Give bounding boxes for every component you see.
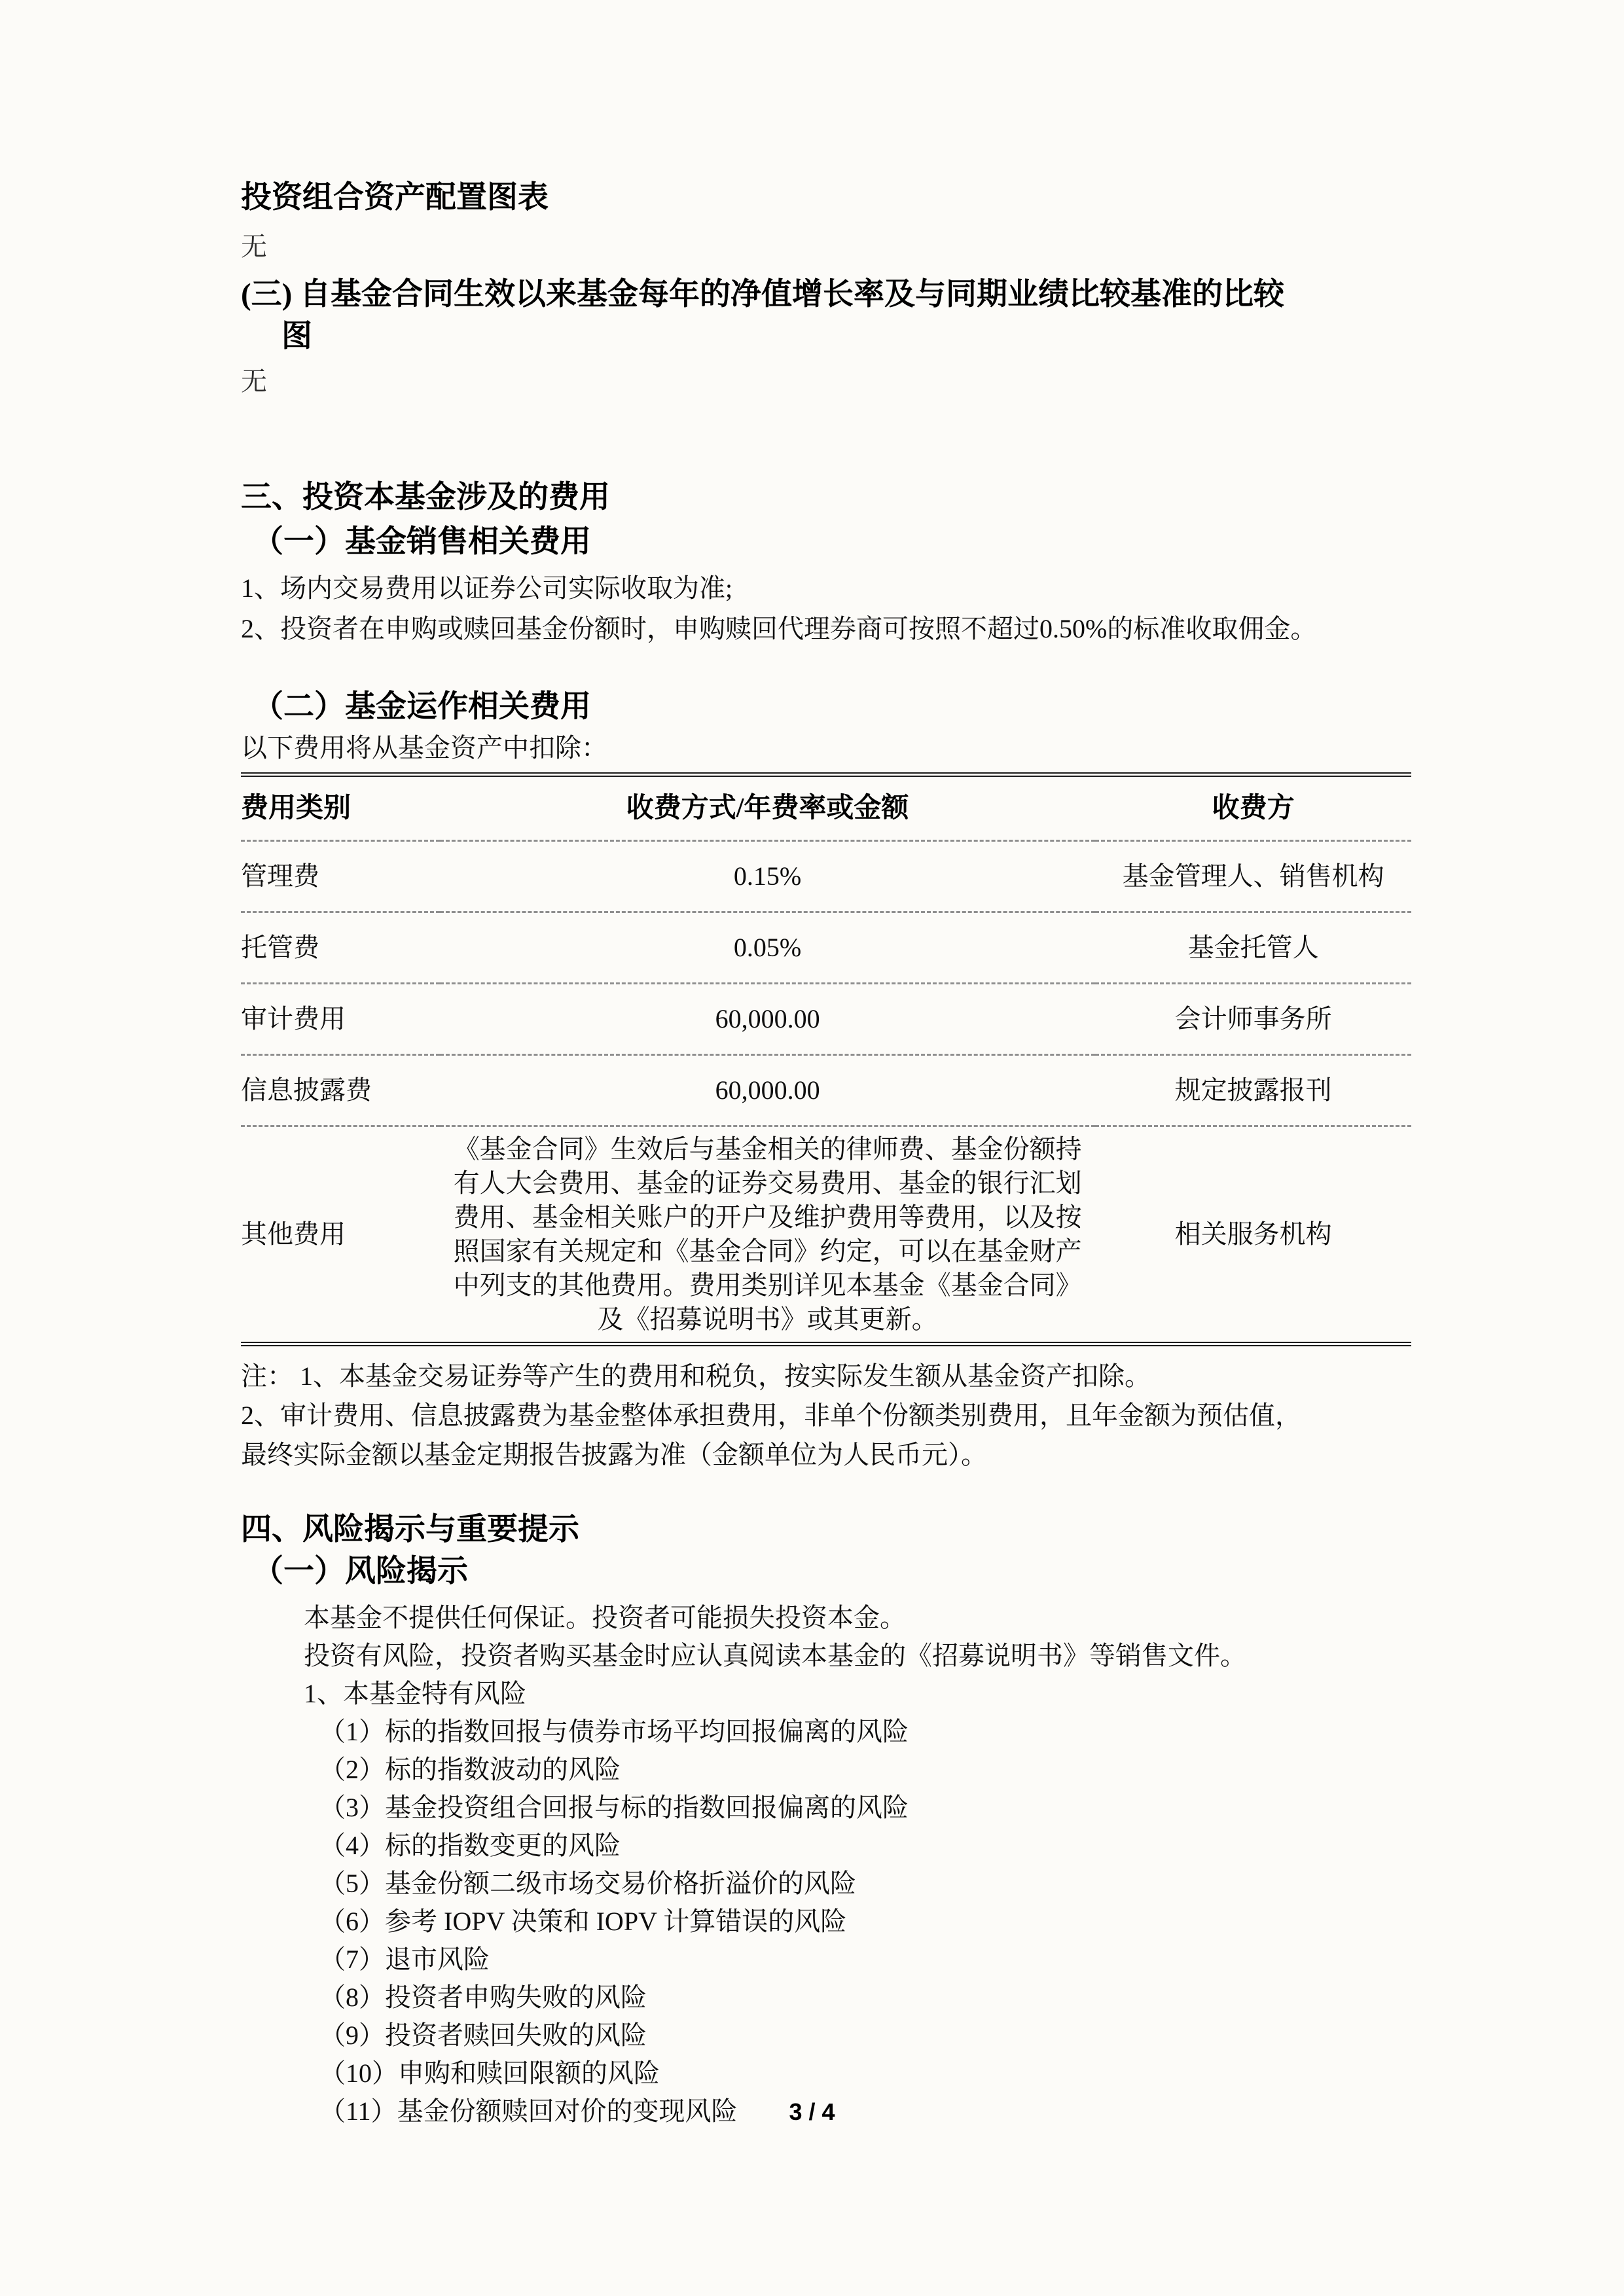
fee-category-cell: 托管费 <box>241 912 440 984</box>
risk-paragraph-prospectus: 投资有风险，投资者购买基金时应认真阅读本基金的《招募说明书》等销售文件。 <box>304 1641 1246 1670</box>
fee-description-cell: 《基金合同》生效后与基金相关的律师费、基金份额持有人大会费用、基金的证券交易费用、基金的银行汇划费用、基金相关账户的开户及维护费用等费用，以及按照国家有关规定和《基金合同》约定，可以在基金财产中列支的其他费用。费用类别详见本基金《基金合同》及《招募说明书》或其更新。 <box>453 1134 1082 1334</box>
risk-list-item: （1）标的指数回报与债券市场平均回报偏离的风险 <box>319 1717 909 1746</box>
fee-table-header-category: 费用类别 <box>241 775 440 841</box>
nav-growth-comparison-heading-line1: (三) 自基金合同生效以来基金每年的净值增长率及与同期业绩比较基准的比较 <box>241 278 1285 312</box>
fee-note-line: 注： 1、本基金交易证券等产生的费用和税负，按实际发生额从基金资产扣除。 <box>241 1361 1151 1391</box>
portfolio-chart-none: 无 <box>241 232 267 261</box>
risk-list-item: （8）投资者申购失败的风险 <box>319 1982 647 2012</box>
fee-payee-cell: 基金管理人、销售机构 <box>1095 841 1411 912</box>
table-row-other-fee <box>241 1126 1411 1344</box>
fees-sales-line2: 2、投资者在申购或赎回基金份额时，申购赎回代理券商可按照不超过0.50%的标准收取佣金。 <box>241 614 1317 643</box>
portfolio-chart-heading: 投资组合资产配置图表 <box>241 181 549 215</box>
page-number: 3 / 4 <box>789 2098 835 2125</box>
fee-rate-cell: 0.05% <box>440 912 1095 984</box>
risk-list-item: （11）基金份额赎回对价的变现风险 <box>319 2096 738 2126</box>
fees-sales-line1: 1、场内交易费用以证券公司实际收取为准; <box>241 573 733 603</box>
fee-category-cell: 审计费用 <box>241 984 440 1055</box>
fees-operation-intro: 以下费用将从基金资产中扣除： <box>241 733 607 762</box>
risk-list-item: （10）申购和赎回限额的风险 <box>319 2058 660 2088</box>
fee-payee-cell: 基金托管人 <box>1095 912 1411 984</box>
risk-list-item: （6）参考 IOPV 决策和 IOPV 计算错误的风险 <box>319 1907 847 1936</box>
nav-growth-comparison-none: 无 <box>241 367 267 396</box>
risk-list-item: （4）标的指数变更的风险 <box>319 1831 621 1860</box>
fee-table-header-payee: 收费方 <box>1095 775 1411 841</box>
section-fees-heading: 三、投资本基金涉及的费用 <box>241 480 610 514</box>
fee-note-line: 2、审计费用、信息披露费为基金整体承担费用，非单个份额类别费用，且年金额为预估值， <box>241 1401 1301 1430</box>
risk-list-heading: 1、本基金特有风险 <box>304 1679 526 1708</box>
fees-operation-heading: （二）基金运作相关费用 <box>253 690 591 724</box>
fee-table-body <box>241 841 1411 1344</box>
fee-table-header-row <box>241 775 1411 841</box>
table-row-custody-fee <box>241 912 1411 984</box>
fees-sales-heading: （一）基金销售相关费用 <box>253 525 591 559</box>
risk-list-item: （7）退市风险 <box>319 1945 490 1974</box>
fee-category-cell: 信息披露费 <box>241 1055 440 1126</box>
fee-payee-cell: 相关服务机构 <box>1174 1219 1332 1249</box>
fee-note-line: 最终实际金额以基金定期报告披露为准（金额单位为人民币元）。 <box>241 1440 987 1469</box>
section-risks-heading: 四、风险揭示与重要提示 <box>241 1513 579 1547</box>
fee-rate-cell: 60,000.00 <box>440 1055 1095 1126</box>
risk-list-item: （9）投资者赎回失败的风险 <box>319 2020 647 2050</box>
fee-rate-cell: 0.15% <box>440 841 1095 912</box>
risk-list-item: （5）基金份额二级市场交易价格折溢价的风险 <box>319 1869 856 1898</box>
fee-category-cell: 其他费用 <box>241 1219 346 1249</box>
risk-disclosure-heading: （一）风险揭示 <box>253 1554 468 1588</box>
fee-table <box>241 772 1411 1346</box>
table-row-disclosure-fee <box>241 1055 1411 1126</box>
page-content <box>241 0 1411 2130</box>
risk-paragraph-guarantee: 本基金不提供任何保证。投资者可能损失投资本金。 <box>304 1603 906 1632</box>
fee-rate-cell: 60,000.00 <box>440 984 1095 1055</box>
nav-growth-comparison-heading-line2: 图 <box>281 319 312 353</box>
fee-category-cell: 管理费 <box>241 841 440 912</box>
table-row-management-fee <box>241 841 1411 912</box>
fee-table-header-method: 收费方式/年费率或金额 <box>440 775 1095 841</box>
risk-list-item: （2）标的指数波动的风险 <box>319 1755 621 1784</box>
risk-list-item: （3）基金投资组合回报与标的指数回报偏离的风险 <box>319 1793 909 1822</box>
fee-payee-cell: 规定披露报刊 <box>1095 1055 1411 1126</box>
table-row-audit-fee <box>241 984 1411 1055</box>
fee-payee-cell: 会计师事务所 <box>1095 984 1411 1055</box>
nav-growth-comparison-heading <box>241 274 1411 357</box>
fee-table-head <box>241 775 1411 841</box>
